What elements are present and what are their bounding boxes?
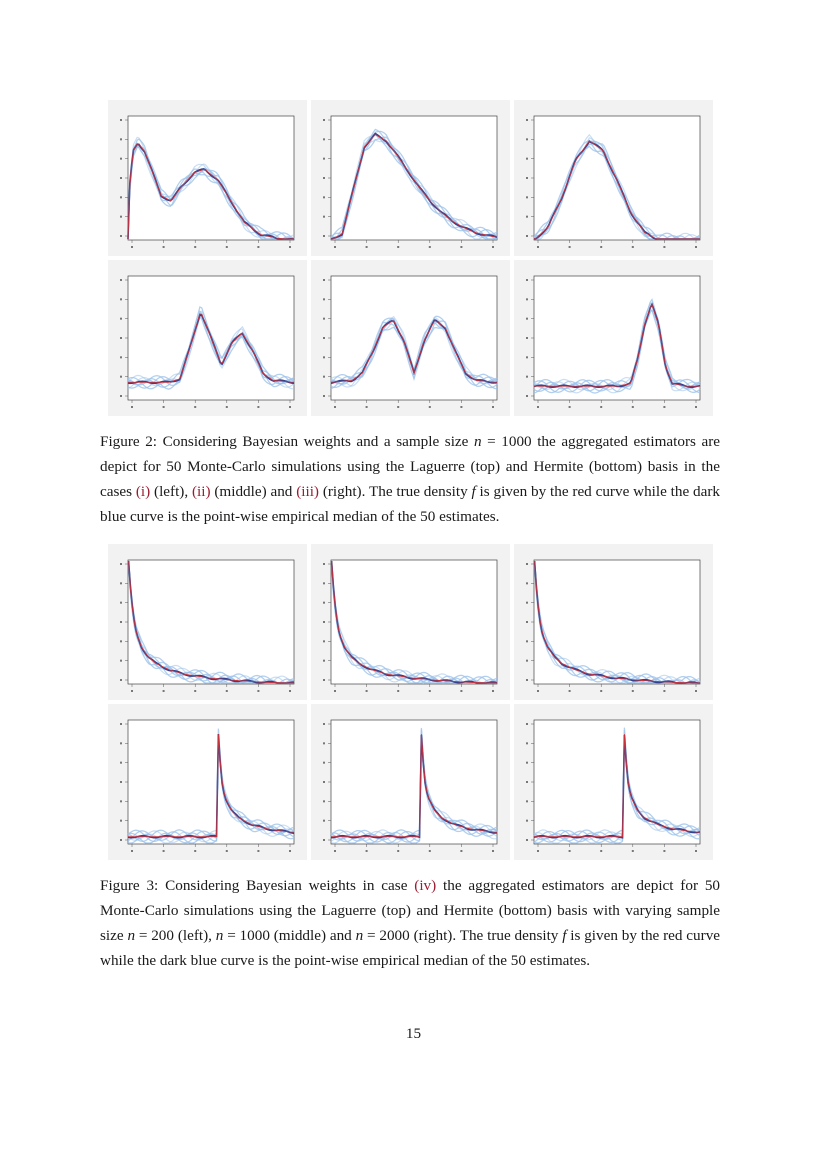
y-tick-label (120, 602, 122, 604)
fig2-chart-top-left (108, 100, 307, 256)
y-tick-label (323, 679, 325, 681)
page-number: 15 (405, 1025, 422, 1042)
y-tick-label (120, 582, 122, 584)
y-tick-label (323, 337, 325, 339)
x-tick-label (366, 246, 368, 248)
y-tick-label (323, 839, 325, 841)
x-tick-label (289, 406, 291, 408)
math-n-value: = 200 (138, 927, 174, 944)
x-tick-label (163, 246, 165, 248)
y-tick-label (526, 723, 528, 725)
y-tick-label (120, 781, 122, 783)
y-tick-label (526, 337, 528, 339)
fig2-panel-bottom-left (108, 260, 307, 416)
x-tick-label (366, 690, 368, 692)
y-tick-label (526, 742, 528, 744)
fig3-chart-bottom-left (108, 704, 307, 860)
fig3-chart-bottom-right (514, 704, 713, 860)
y-tick-label (526, 640, 528, 642)
y-tick-label (120, 216, 122, 218)
case-ref-link[interactable]: (iii) (296, 483, 319, 500)
caption-label: Figure 2: (100, 433, 158, 450)
y-tick-label (120, 395, 122, 397)
y-tick-label (323, 395, 325, 397)
x-tick-label (289, 690, 291, 692)
x-tick-label (460, 850, 462, 852)
y-tick-label (526, 235, 528, 237)
y-tick-label (526, 781, 528, 783)
y-tick-label (526, 177, 528, 179)
fig3-panel-bottom-left (108, 704, 307, 860)
y-tick-label (323, 762, 325, 764)
x-tick-label (569, 406, 571, 408)
x-tick-label (663, 850, 665, 852)
y-tick-label (323, 602, 325, 604)
caption-text: the aggregated estimators are depict for 50 Monte-Carlo simulations using the Laguerre (top) and Hermite (bottom) basis in the cases (100, 433, 721, 500)
caption-text: (left), (154, 483, 189, 500)
fig2-chart-top-right (514, 100, 713, 256)
x-tick-label (460, 406, 462, 408)
math-n: n (355, 927, 364, 944)
fig2-chart-top-middle (311, 100, 510, 256)
x-tick-label (429, 246, 431, 248)
y-tick-label (526, 356, 528, 358)
x-tick-label (163, 690, 165, 692)
x-tick-label (194, 850, 196, 852)
x-tick-label (695, 850, 697, 852)
fig2-chart-bottom-middle (311, 260, 510, 416)
y-tick-label (323, 742, 325, 744)
x-tick-label (695, 406, 697, 408)
x-tick-label (163, 850, 165, 852)
x-tick-label (334, 406, 336, 408)
fig3-panel-bottom-right (514, 704, 713, 860)
y-tick-label (526, 839, 528, 841)
caption-text: the aggregated estimators are depict for 50 Monte-Carlo simulations using the Laguerre (top) and Hermite (bottom) basis with varying sample size (100, 877, 721, 944)
caption-text: (middle) and (273, 927, 352, 944)
y-tick-label (323, 318, 325, 320)
x-tick-label (397, 690, 399, 692)
x-tick-label (569, 850, 571, 852)
math-n-value: = 1000 (487, 433, 532, 450)
fig3-panel-bottom-middle (311, 704, 510, 860)
fig3-chart-top-left (108, 544, 307, 700)
x-tick-label (334, 850, 336, 852)
y-tick-label (323, 376, 325, 378)
x-tick-label (492, 406, 494, 408)
y-tick-label (323, 640, 325, 642)
y-tick-label (120, 356, 122, 358)
x-tick-label (131, 690, 133, 692)
x-tick-label (537, 406, 539, 408)
fig2-panel-top-left (108, 100, 307, 256)
x-tick-label (194, 690, 196, 692)
fig3-chart-bottom-middle (311, 704, 510, 860)
y-tick-label (323, 279, 325, 281)
y-tick-label (526, 602, 528, 604)
x-tick-label (366, 850, 368, 852)
y-tick-label (120, 318, 122, 320)
y-tick-label (323, 196, 325, 198)
math-f: f (471, 483, 476, 500)
y-tick-label (526, 660, 528, 662)
x-tick-label (334, 246, 336, 248)
x-tick-label (537, 690, 539, 692)
math-n: n (473, 433, 482, 450)
x-tick-label (226, 246, 228, 248)
y-tick-label (120, 177, 122, 179)
x-tick-label (600, 246, 602, 248)
y-tick-label (120, 839, 122, 841)
case-ref-link[interactable]: (ii) (191, 483, 211, 500)
x-tick-label (257, 246, 259, 248)
y-tick-label (526, 395, 528, 397)
caption-text: (right). The true density (322, 483, 468, 500)
y-tick-label (120, 235, 122, 237)
y-tick-label (120, 640, 122, 642)
x-tick-label (569, 690, 571, 692)
y-tick-label (323, 298, 325, 300)
x-tick-label (226, 850, 228, 852)
caption-label: Figure 3: (100, 877, 159, 894)
y-tick-label (526, 138, 528, 140)
x-tick-label (131, 406, 133, 408)
math-f: f (562, 927, 567, 944)
x-tick-label (226, 690, 228, 692)
y-tick-label (120, 279, 122, 281)
y-tick-label (323, 356, 325, 358)
y-tick-label (526, 376, 528, 378)
caption-text: is given by the red curve while the dark blue curve is the point-wise empirical median of the 50 estimates. (100, 483, 721, 525)
x-tick-label (663, 406, 665, 408)
fig3-panel-top-middle (311, 544, 510, 700)
x-tick-label (429, 850, 431, 852)
y-tick-label (120, 376, 122, 378)
y-tick-label (120, 158, 122, 160)
y-tick-label (323, 138, 325, 140)
y-tick-label (526, 318, 528, 320)
y-tick-label (526, 196, 528, 198)
x-tick-label (663, 690, 665, 692)
figure-3-caption (100, 873, 720, 973)
x-tick-label (397, 850, 399, 852)
y-tick-label (526, 800, 528, 802)
y-tick-label (323, 119, 325, 121)
x-tick-label (429, 406, 431, 408)
x-tick-label (600, 850, 602, 852)
x-tick-label (460, 690, 462, 692)
y-tick-label (526, 820, 528, 822)
x-tick-label (397, 406, 399, 408)
caption-text: Considering Bayesian weights and a sample size (162, 433, 469, 450)
y-tick-label (526, 158, 528, 160)
fig2-panel-bottom-right (514, 260, 713, 416)
x-tick-label (460, 246, 462, 248)
fig2-chart-bottom-right (514, 260, 713, 416)
x-tick-label (600, 690, 602, 692)
fig2-panel-bottom-middle (311, 260, 510, 416)
x-tick-label (537, 850, 539, 852)
math-n-value: = 1000 (227, 927, 270, 944)
y-tick-label (323, 582, 325, 584)
y-tick-label (120, 298, 122, 300)
x-tick-label (492, 690, 494, 692)
x-tick-label (194, 406, 196, 408)
y-tick-label (526, 119, 528, 121)
y-tick-label (323, 563, 325, 565)
x-tick-label (632, 690, 634, 692)
x-tick-label (194, 246, 196, 248)
y-tick-label (120, 660, 122, 662)
x-tick-label (131, 850, 133, 852)
y-tick-label (323, 660, 325, 662)
y-tick-label (323, 235, 325, 237)
y-tick-label (526, 679, 528, 681)
fig2-panel-top-right (514, 100, 713, 256)
x-tick-label (695, 246, 697, 248)
fig2-chart-bottom-left (108, 260, 307, 416)
y-tick-label (120, 800, 122, 802)
y-tick-label (120, 723, 122, 725)
case-ref-link[interactable]: (i) (135, 483, 151, 500)
plot-frame (128, 560, 294, 684)
y-tick-label (120, 742, 122, 744)
x-tick-label (537, 246, 539, 248)
x-tick-label (492, 850, 494, 852)
x-tick-label (334, 690, 336, 692)
y-tick-label (120, 762, 122, 764)
figure-2-caption (100, 429, 720, 529)
y-tick-label (323, 177, 325, 179)
y-tick-label (120, 337, 122, 339)
y-tick-label (323, 158, 325, 160)
x-tick-label (492, 246, 494, 248)
x-tick-label (632, 850, 634, 852)
caption-text: is given by the red curve while the dark blue curve is the point-wise empirical median of the 50 estimates. (100, 927, 721, 969)
x-tick-label (663, 246, 665, 248)
y-tick-label (323, 723, 325, 725)
x-tick-label (226, 406, 228, 408)
y-tick-label (526, 279, 528, 281)
x-tick-label (257, 850, 259, 852)
x-tick-label (366, 406, 368, 408)
caption-text: (right). The true density (413, 927, 559, 944)
math-n: n (127, 927, 136, 944)
x-tick-label (289, 246, 291, 248)
x-tick-label (163, 406, 165, 408)
fig2-panel-top-middle (311, 100, 510, 256)
caption-text: Considering Bayesian weights in case (165, 877, 408, 894)
x-tick-label (257, 406, 259, 408)
fig3-panel-top-right (514, 544, 713, 700)
x-tick-label (131, 246, 133, 248)
x-tick-label (632, 246, 634, 248)
x-tick-label (695, 690, 697, 692)
y-tick-label (120, 196, 122, 198)
x-tick-label (569, 246, 571, 248)
x-tick-label (397, 246, 399, 248)
y-tick-label (526, 216, 528, 218)
y-tick-label (120, 679, 122, 681)
y-tick-label (323, 781, 325, 783)
y-tick-label (323, 820, 325, 822)
y-tick-label (120, 820, 122, 822)
y-tick-label (526, 621, 528, 623)
math-n-value: = 2000 (367, 927, 410, 944)
y-tick-label (526, 298, 528, 300)
figure-2-grid (108, 100, 712, 416)
caption-text: (left), (177, 927, 212, 944)
x-tick-label (632, 406, 634, 408)
y-tick-label (120, 563, 122, 565)
y-tick-label (120, 621, 122, 623)
x-tick-label (257, 690, 259, 692)
math-n: n (215, 927, 224, 944)
fig3-chart-top-middle (311, 544, 510, 700)
case-ref-link[interactable]: (iv) (414, 877, 437, 894)
y-tick-label (323, 800, 325, 802)
y-tick-label (323, 621, 325, 623)
x-tick-label (600, 406, 602, 408)
y-tick-label (526, 762, 528, 764)
figure-3-grid (108, 544, 712, 860)
x-tick-label (429, 690, 431, 692)
y-tick-label (120, 119, 122, 121)
x-tick-label (289, 850, 291, 852)
caption-text: (middle) and (214, 483, 293, 500)
y-tick-label (526, 563, 528, 565)
y-tick-label (526, 582, 528, 584)
fig3-panel-top-left (108, 544, 307, 700)
fig3-chart-top-right (514, 544, 713, 700)
y-tick-label (323, 216, 325, 218)
y-tick-label (120, 138, 122, 140)
